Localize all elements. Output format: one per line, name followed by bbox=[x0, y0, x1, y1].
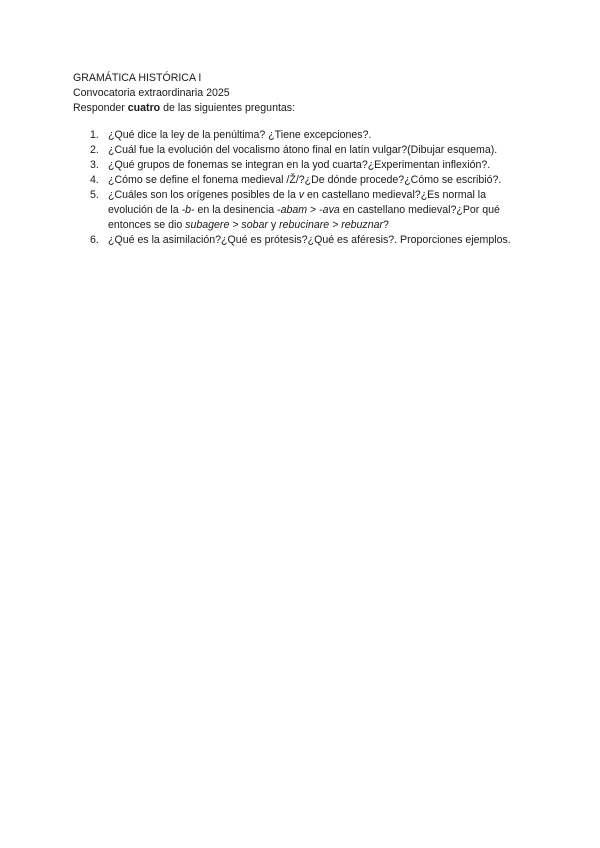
question-text bbox=[108, 188, 533, 233]
question-item bbox=[73, 143, 533, 158]
exam-subtitle: Convocatoria extraordinaria 2025 bbox=[73, 87, 230, 99]
question-number: 6. bbox=[90, 234, 99, 246]
question-number: 3. bbox=[90, 159, 99, 171]
question-text: ¿Cuál fue la evolución del vocalismo átono final en latín vulgar?(Dibujar esquema). bbox=[108, 144, 498, 156]
question-italic-term: -ava bbox=[319, 204, 340, 216]
question-number: 5. bbox=[90, 189, 99, 201]
question-italic-term: -b- bbox=[181, 204, 195, 216]
question-text-part: en castellano medieval?¿Es normal la evolución de la bbox=[108, 189, 487, 216]
question-number: 1. bbox=[90, 129, 99, 141]
question-item bbox=[73, 173, 533, 188]
question-text: ¿Qué es la asimilación?¿Qué es prótesis?¿Qué es aféresis?. Proporciones ejemplos. bbox=[108, 234, 511, 246]
question-italic-term: subagere > sobar bbox=[185, 219, 268, 231]
question-text-part: y bbox=[267, 219, 280, 231]
exam-instruction bbox=[73, 101, 533, 116]
question-item bbox=[73, 188, 533, 233]
question-text-part: > bbox=[307, 204, 320, 216]
question-item bbox=[73, 128, 533, 143]
exam-header bbox=[73, 71, 533, 116]
question-number: 4. bbox=[90, 174, 99, 186]
question-text: ¿Cómo se define el fonema medieval /Ž/?¿De dónde procede?¿Cómo se escribió?. bbox=[108, 174, 502, 186]
question-text: ¿Qué grupos de fonemas se integran en la yod cuarta?¿Experimentan inflexión?. bbox=[108, 159, 491, 171]
question-text-part: en la desinencia bbox=[194, 204, 278, 216]
instruction-before: Responder bbox=[73, 102, 128, 114]
question-italic-term: v bbox=[298, 189, 305, 201]
question-italic-term: rebucinare > rebuznar bbox=[279, 219, 384, 231]
question-item bbox=[73, 158, 533, 173]
question-italic-term: -abam bbox=[277, 204, 308, 216]
instruction-after: de las siguientes preguntas: bbox=[160, 102, 296, 114]
question-list bbox=[73, 128, 533, 248]
instruction-bold: cuatro bbox=[127, 102, 161, 114]
question-item bbox=[73, 233, 533, 248]
exam-title: GRAMÁTICA HISTÓRICA I bbox=[73, 72, 202, 84]
question-number: 2. bbox=[90, 144, 99, 156]
question-text-part: ? bbox=[383, 219, 389, 231]
question-text-part: ¿Cuáles son los orígenes posibles de la bbox=[108, 189, 299, 201]
question-text-part: en castellano medieval?¿Por qué entonces se dio bbox=[108, 204, 500, 231]
question-text: ¿Qué dice la ley de la penúltima? ¿Tiene excepciones?. bbox=[108, 129, 372, 141]
